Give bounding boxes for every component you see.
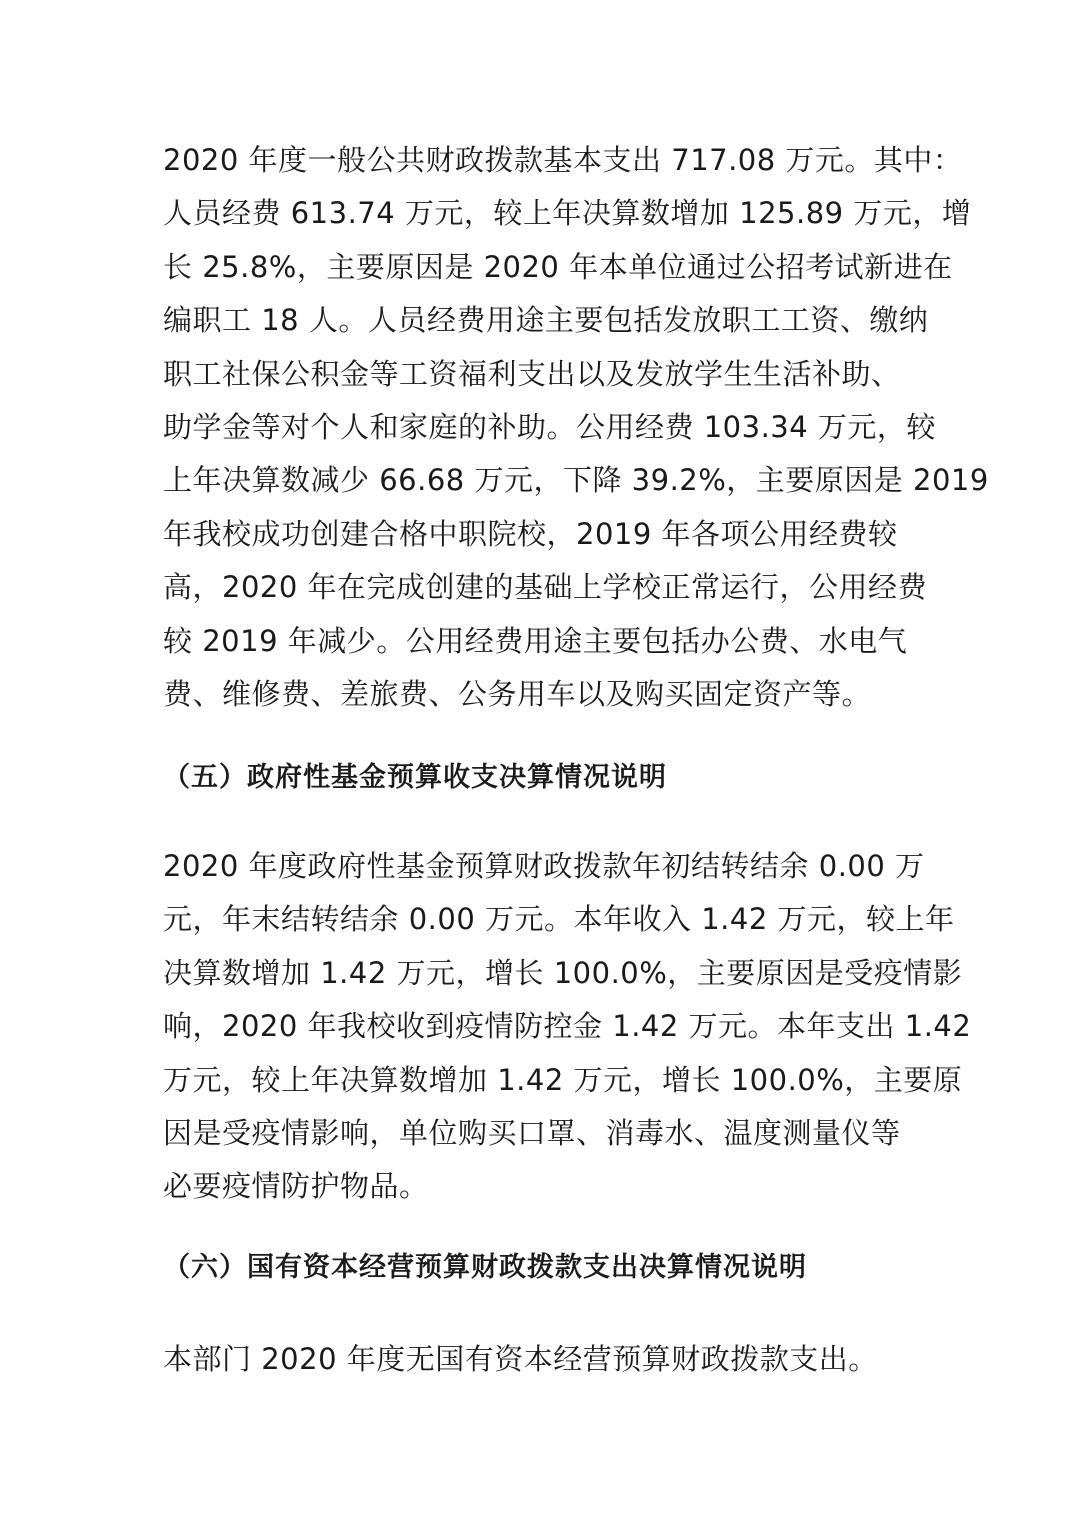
paragraph-line: 年我校成功创建合格中职院校，2019 年各项公用经费较: [163, 516, 898, 551]
paragraph-line: 决算数增加 1.42 万元，增长 100.0%，主要原因是受疫情影: [163, 955, 963, 990]
paragraph-line: 因是受疫情影响，单位购买口罩、消毒水、温度测量仪等: [163, 1115, 901, 1150]
paragraph-line: 2020 年度政府性基金预算财政拨款年初结转结余 0.00 万: [163, 849, 925, 883]
paragraph-line: 2020 年度一般公共财政拨款基本支出 717.08 万元。其中：: [163, 143, 963, 177]
paragraph-line: 助学金等对个人和家庭的补助。公用经费 103.34 万元，较: [163, 409, 936, 444]
paragraph-government-fund-budget: [163, 840, 971, 1214]
section-heading-state-capital-budget: （六）国有资本经营预算财政拨款支出决算情况说明: [163, 1252, 807, 1283]
section-heading-government-fund-budget: （五）政府性基金预算收支决算情况说明: [163, 762, 667, 793]
paragraph-line: 较 2019 年减少。公用经费用途主要包括办公费、水电气: [163, 623, 908, 658]
paragraph-line: 职工社保公积金等工资福利支出以及发放学生生活补助、: [163, 356, 901, 391]
paragraph-line: 人员经费 613.74 万元，较上年决算数增加 125.89 万元，增: [163, 196, 972, 231]
paragraph-line: 费、维修费、差旅费、公务用车以及购买固定资产等。: [163, 676, 872, 711]
paragraph-line: 元，年末结转结余 0.00 万元。本年收入 1.42 万元，较上年: [163, 902, 955, 937]
paragraph-line: 本部门 2020 年度无国有资本经营预算财政拨款支出。: [163, 1342, 878, 1376]
paragraph-general-budget-basic-expenditure: [163, 134, 989, 721]
paragraph-line: 响，2020 年我校收到疫情防控金 1.42 万元。本年支出 1.42: [163, 1009, 972, 1044]
paragraph-line: 上年决算数减少 66.68 万元，下降 39.2%，主要原因是 2019: [163, 463, 989, 498]
paragraph-line: 编职工 18 人。人员经费用途主要包括发放职工工资、缴纳: [163, 303, 929, 338]
paragraph-line: 长 25.8%，主要原因是 2020 年本单位通过公招考试新进在: [163, 249, 953, 284]
paragraph-line: 万元，较上年决算数增加 1.42 万元，增长 100.0%，主要原: [163, 1062, 963, 1097]
paragraph-state-capital-budget: [163, 1333, 878, 1386]
paragraph-line: 必要疫情防护物品。: [163, 1169, 429, 1204]
paragraph-line: 高，2020 年在完成创建的基础上学校正常运行，公用经费: [163, 570, 928, 605]
